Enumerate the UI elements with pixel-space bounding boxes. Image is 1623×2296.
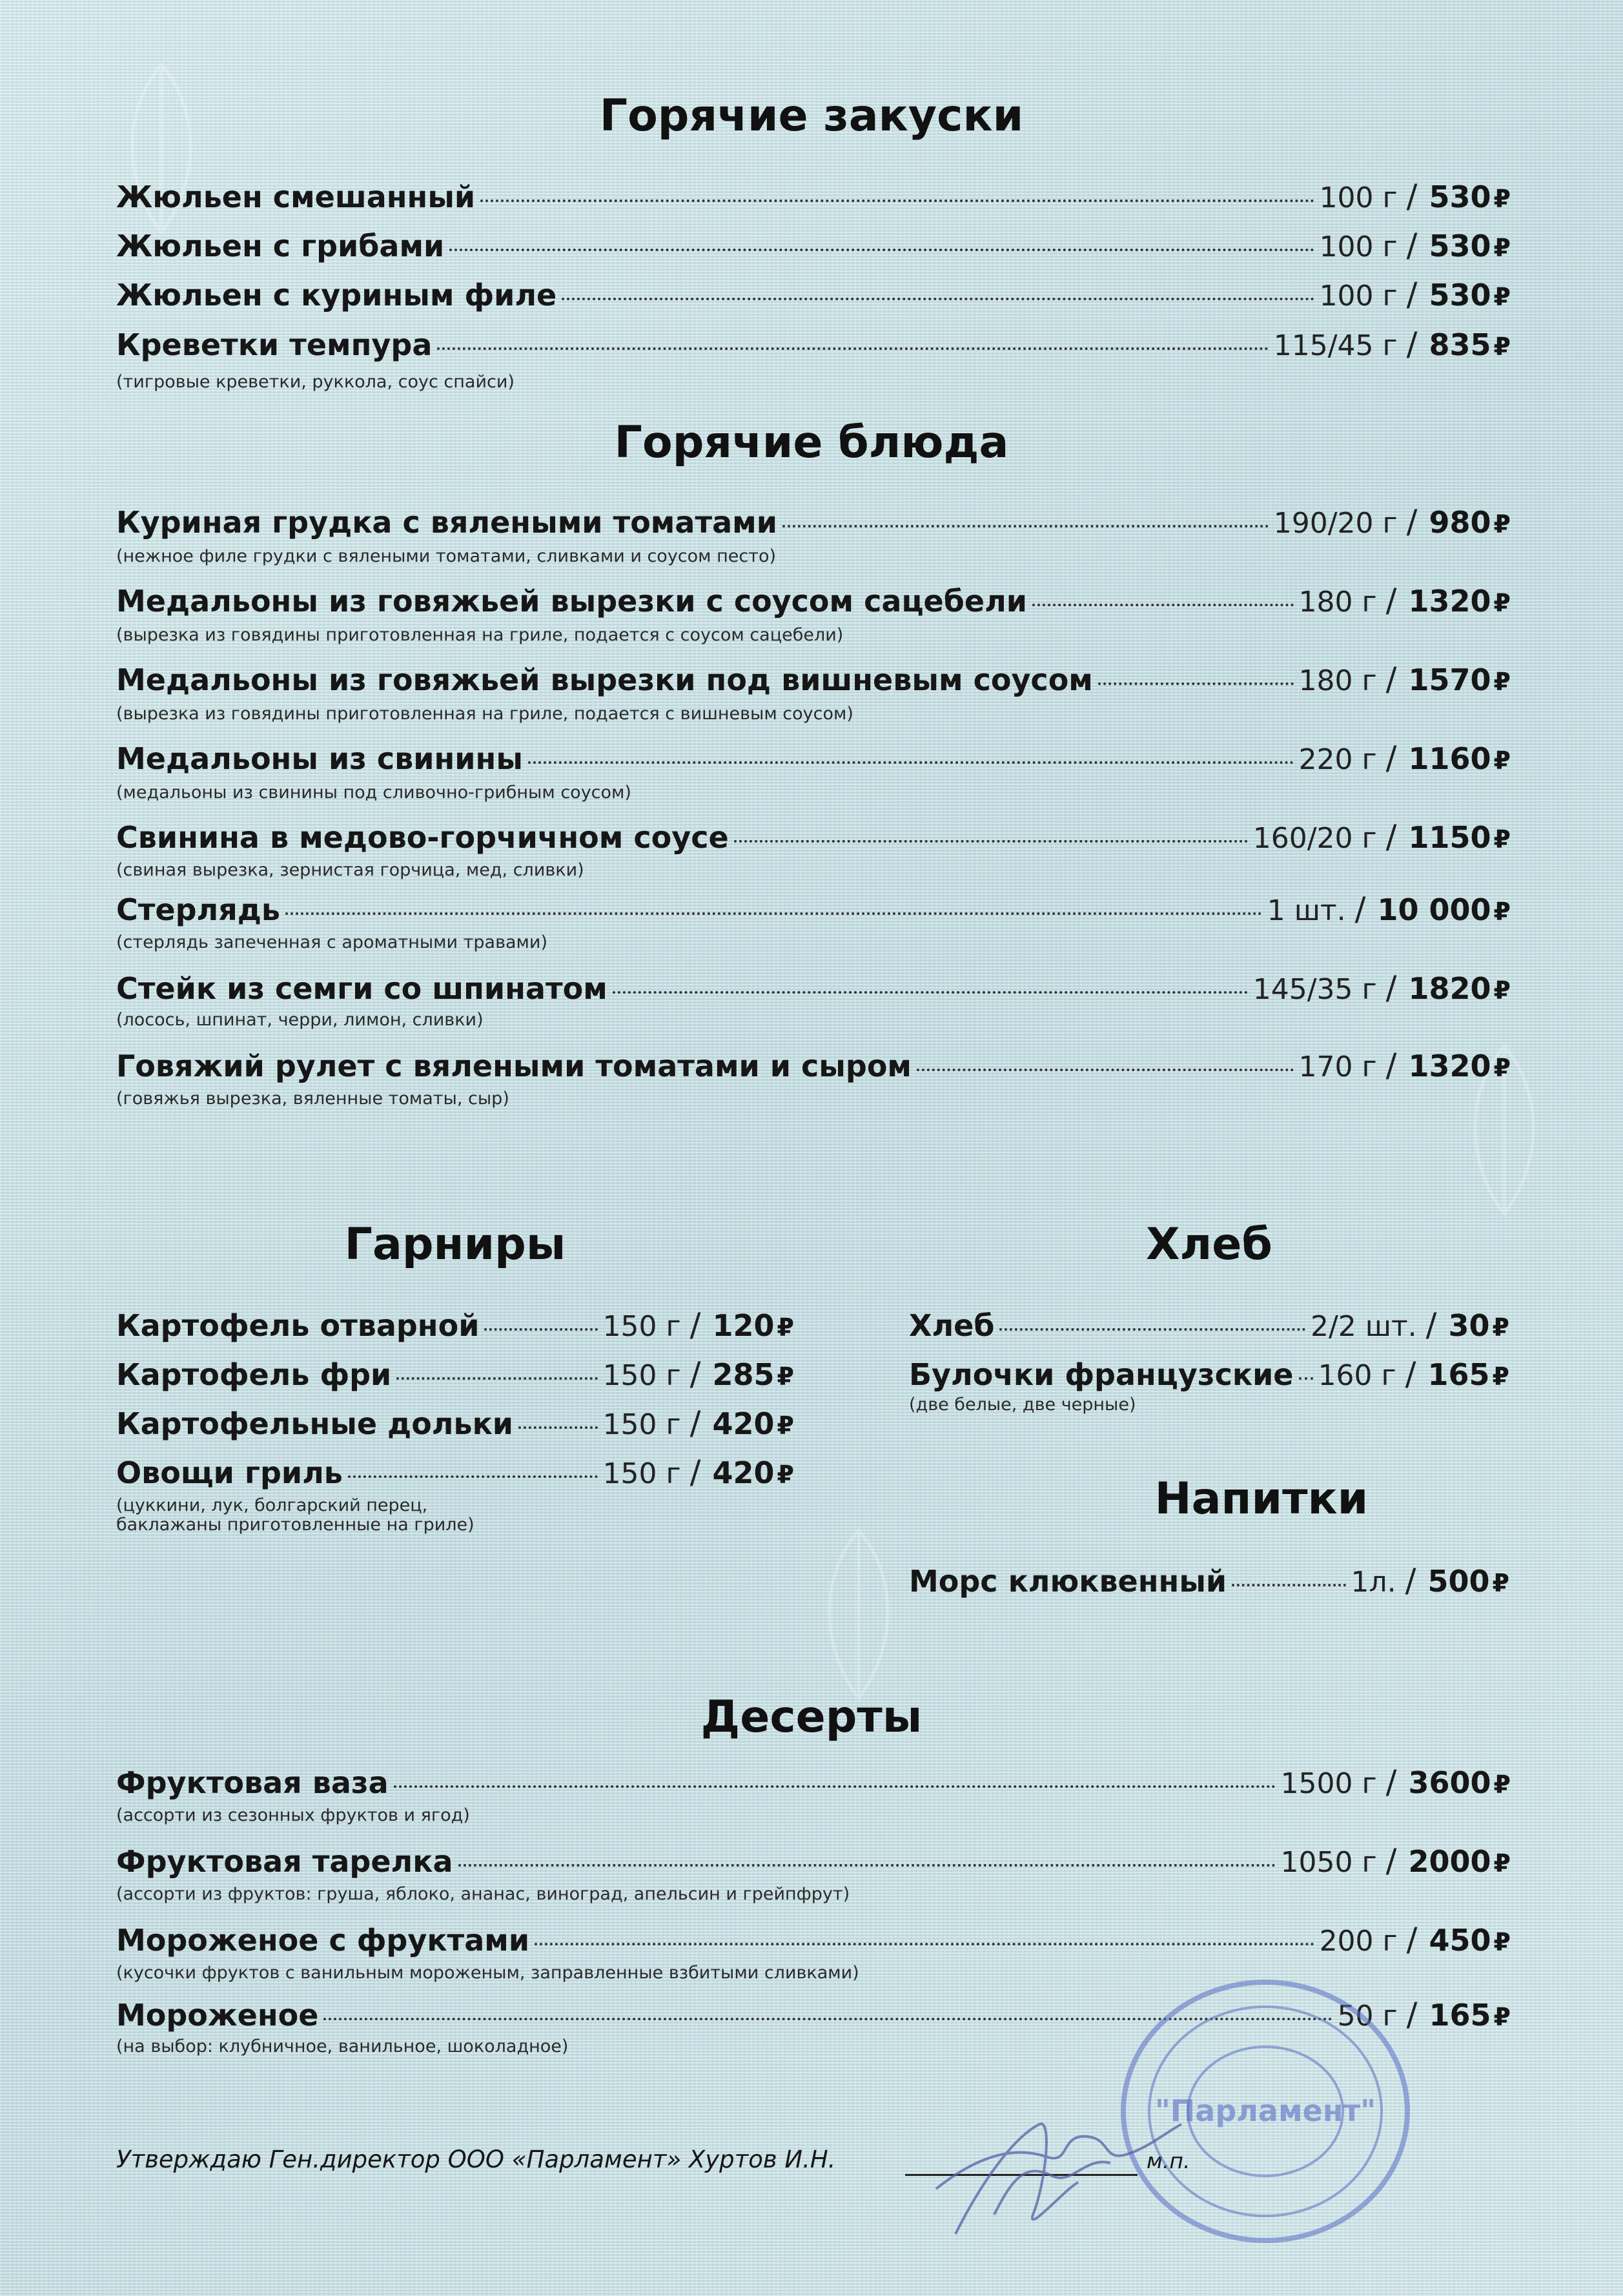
separator: / [1405,1355,1416,1393]
item-name: Булочки французские [909,1357,1294,1392]
item-portion: 1 шт. [1267,894,1346,927]
menu-item [116,1841,1511,1882]
separator: / [1406,1996,1418,2033]
item-description: (свиная вырезка, зернистая горчица, мед, сливки) [116,860,584,880]
dot-leader [734,840,1248,843]
menu-item [116,1046,1511,1087]
item-portion: 200 г [1319,1925,1398,1958]
item-portion: 100 г [1319,280,1398,313]
item-price: 1820 [1408,971,1491,1006]
item-portion: 115/45 г [1273,329,1398,362]
item-price: 10 000 [1377,892,1491,927]
currency-sign: ₽ [1493,1770,1511,1799]
item-description: (говяжья вырезка, вяленные томаты, сыр) [116,1089,509,1109]
item-name: Мороженое [116,1998,319,2033]
dot-leader [458,1864,1276,1867]
dot-leader [782,525,1269,528]
item-price: 1150 [1408,820,1491,855]
separator: / [1385,582,1397,619]
item-portion: 150 г [602,1457,681,1490]
item-price: 530 [1429,229,1491,263]
item-portion: 1050 г [1280,1846,1377,1879]
item-description: (медальоны из свинины под сливочно-грибным соусом) [116,783,631,803]
currency-sign: ₽ [777,1362,794,1391]
signature-icon [917,2086,1188,2253]
item-description: (ассорти из сезонных фруктов и ягод) [116,1805,470,1825]
currency-sign: ₽ [1493,976,1511,1005]
item-name: Картофель отварной [116,1308,480,1343]
item-description: (лосось, шпинат, черри, лимон, сливки) [116,1010,484,1030]
menu-item [116,325,1511,365]
item-portion: 220 г [1298,743,1377,776]
menu-item [116,226,1511,267]
currency-sign: ₽ [1493,234,1511,262]
separator: / [1406,276,1418,313]
item-name: Жюльен с грибами [116,229,445,263]
item-price: 530 [1429,278,1491,313]
currency-sign: ₽ [1493,668,1511,696]
item-name: Жюльен с куриным филе [116,278,557,313]
item-description: (ассорти из фруктов: груша, яблоко, ананас, виноград, апельсин и грейпфрут) [116,1884,850,1904]
currency-sign: ₽ [1493,589,1511,617]
menu-item [116,1355,794,1395]
menu-item [116,817,1511,858]
svg-text:"Парламент": "Парламент" [1154,2093,1376,2128]
separator: / [1406,1921,1418,1958]
item-portion: 100 г [1319,181,1398,214]
dot-leader [518,1426,598,1429]
item-price: 3600 [1408,1765,1491,1800]
menu-item [116,890,1511,930]
item-name: Картофель фри [116,1357,392,1392]
dot-leader [348,1475,598,1478]
menu-item [909,1355,1509,1395]
item-name: Медальоны из свинины [116,741,523,776]
item-price: 980 [1429,505,1491,540]
section-title-hot-dishes: Горячие блюда [614,417,1009,468]
item-price: 500 [1427,1564,1490,1599]
menu-item [116,1306,794,1346]
item-portion: 1л. [1351,1566,1396,1599]
dot-leader [535,1943,1314,1945]
currency-sign: ₽ [777,1411,794,1440]
item-price: 1160 [1408,741,1491,776]
separator: / [1405,1562,1416,1599]
menu-item [116,581,1511,622]
item-description: (на выбор: клубничное, ванильное, шоколадное) [116,2036,569,2056]
currency-sign: ₽ [1493,1928,1511,1956]
item-name: Фруктовая тарелка [116,1844,453,1879]
item-price: 450 [1429,1923,1491,1958]
currency-sign: ₽ [1493,283,1511,311]
item-name: Жюльен смешанный [116,179,476,214]
stamp-place-label: м.п. [1147,2148,1190,2173]
item-name: Стерлядь [116,892,281,927]
currency-sign: ₽ [1493,185,1511,213]
dot-leader [484,1328,597,1331]
section-title-hot-snacks: Горячие закуски [599,90,1024,141]
item-price: 420 [712,1455,775,1490]
separator: / [689,1306,701,1344]
currency-sign: ₽ [777,1461,794,1489]
item-description: (стерлядь запеченная с ароматными травами) [116,932,547,952]
item-portion: 50 г [1337,2000,1398,2033]
item-description: (нежное филе грудки с вялеными томатами, сливками и соусом песто) [116,546,777,566]
menu-item [116,1404,794,1444]
dot-leader [1032,604,1294,606]
item-portion: 150 г [602,1408,681,1441]
item-name: Медальоны из говяжьей вырезки с соусом сацебели [116,584,1027,619]
item-portion: 160/20 г [1252,822,1377,855]
menu-item [116,969,1511,1009]
separator: / [1385,1763,1397,1801]
separator: / [1406,503,1418,540]
menu-item [909,1306,1509,1346]
item-description: (кусочки фруктов с ванильным мороженым, заправленные взбитыми сливками) [116,1963,859,1983]
item-description-line2: баклажаны приготовленные на гриле) [116,1515,475,1535]
item-portion: 150 г [602,1359,681,1392]
item-price: 530 [1429,179,1491,214]
dot-leader [437,347,1268,350]
item-name: Хлеб [909,1308,995,1343]
currency-sign: ₽ [1492,1569,1509,1597]
item-portion: 160 г [1318,1359,1396,1392]
section-title-drinks: Напитки [1154,1473,1369,1524]
item-name: Медальоны из говяжьей вырезки под вишневым соусом [116,662,1093,697]
item-description: (вырезка из говядины приготовленная на гриле, подается с соусом сацебели) [116,625,844,645]
item-description: (две белые, две черные) [909,1395,1136,1415]
currency-sign: ₽ [1493,825,1511,854]
separator: / [1385,1842,1397,1880]
item-name: Морс клюквенный [909,1564,1227,1599]
dot-leader [613,991,1248,994]
currency-sign: ₽ [1493,746,1511,775]
dot-leader [562,298,1314,300]
item-price: 30 [1448,1308,1490,1343]
menu-item [116,1453,794,1493]
menu-item [116,275,1511,316]
dot-leader [1098,682,1294,685]
item-name: Говяжий рулет с вялеными томатами и сыром [116,1049,912,1083]
currency-sign: ₽ [1492,1313,1509,1342]
item-portion: 1500 г [1280,1767,1377,1800]
menu-item [116,660,1511,701]
currency-sign: ₽ [1493,1849,1511,1878]
menu-item [116,1763,1511,1803]
section-title-desserts: Десерты [700,1692,923,1743]
item-portion: 145/35 г [1252,973,1377,1006]
section-title-bread: Хлеб [1146,1219,1272,1270]
currency-sign: ₽ [1493,510,1511,538]
item-name: Куриная грудка с вялеными томатами [116,505,777,540]
separator: / [1354,890,1366,928]
item-price: 120 [712,1308,775,1343]
item-description: (цуккини, лук, болгарский перец, [116,1495,428,1515]
menu-item [909,1561,1509,1602]
dot-leader [449,249,1314,251]
item-price: 2000 [1408,1844,1491,1879]
separator: / [1385,818,1397,856]
item-price: 835 [1429,327,1491,362]
dot-leader [396,1377,597,1380]
dot-leader [917,1069,1294,1071]
dot-leader [285,912,1262,915]
item-name: Креветки темпура [116,327,433,362]
item-portion: 150 г [602,1310,681,1343]
item-price: 165 [1429,1998,1491,2033]
menu-item [116,502,1511,543]
currency-sign: ₽ [1493,333,1511,361]
menu-item [116,177,1511,218]
currency-sign: ₽ [1492,1362,1509,1391]
item-price: 1320 [1408,1049,1491,1083]
item-portion: 190/20 г [1273,507,1398,540]
item-name: Свинина в медово-горчичном соусе [116,820,729,855]
separator: / [1406,178,1418,215]
item-price: 285 [712,1357,775,1392]
item-portion: 180 г [1298,586,1377,619]
separator: / [1406,227,1418,264]
item-name: Овощи гриль [116,1455,343,1490]
item-name: Стейк из семги со шпинатом [116,971,607,1006]
menu-item [116,1920,1511,1961]
separator: / [689,1404,701,1442]
item-description: (тигровые креветки, руккола, соус спайси) [116,372,515,392]
item-portion: 180 г [1298,664,1377,697]
separator: / [1385,739,1397,777]
separator: / [1385,661,1397,698]
approval-text: Утверждаю Ген.директор ООО «Парламент» Хуртов И.Н. [116,2146,836,2173]
separator: / [1385,969,1397,1007]
item-name: Мороженое с фруктами [116,1923,530,1958]
currency-sign: ₽ [1493,2003,1511,2031]
separator: / [689,1355,701,1393]
item-price: 420 [712,1406,775,1441]
dot-leader [1299,1377,1313,1380]
separator: / [1385,1047,1397,1084]
dot-leader [394,1785,1276,1788]
separator: / [1406,325,1418,363]
menu-item [116,739,1511,779]
separator: / [1425,1306,1437,1344]
item-description: (вырезка из говядины приготовленная на гриле, подается с вишневым соусом) [116,704,853,724]
item-name: Фруктовая ваза [116,1765,389,1800]
dot-leader [480,200,1314,202]
dot-leader [999,1328,1305,1331]
section-title-sides: Гарниры [344,1219,566,1270]
background-leaf-icon [775,1517,943,1711]
dot-leader [1232,1584,1345,1586]
currency-sign: ₽ [777,1313,794,1342]
separator: / [689,1453,701,1491]
item-name: Картофельные дольки [116,1406,514,1441]
item-portion: 170 г [1298,1051,1377,1083]
dot-leader [528,761,1294,764]
item-price: 1320 [1408,584,1491,619]
item-price: 1570 [1408,662,1491,697]
item-price: 165 [1427,1357,1490,1392]
item-portion: 100 г [1319,231,1398,263]
currency-sign: ₽ [1493,897,1511,926]
currency-sign: ₽ [1493,1054,1511,1082]
item-portion: 2/2 шт. [1310,1310,1417,1343]
